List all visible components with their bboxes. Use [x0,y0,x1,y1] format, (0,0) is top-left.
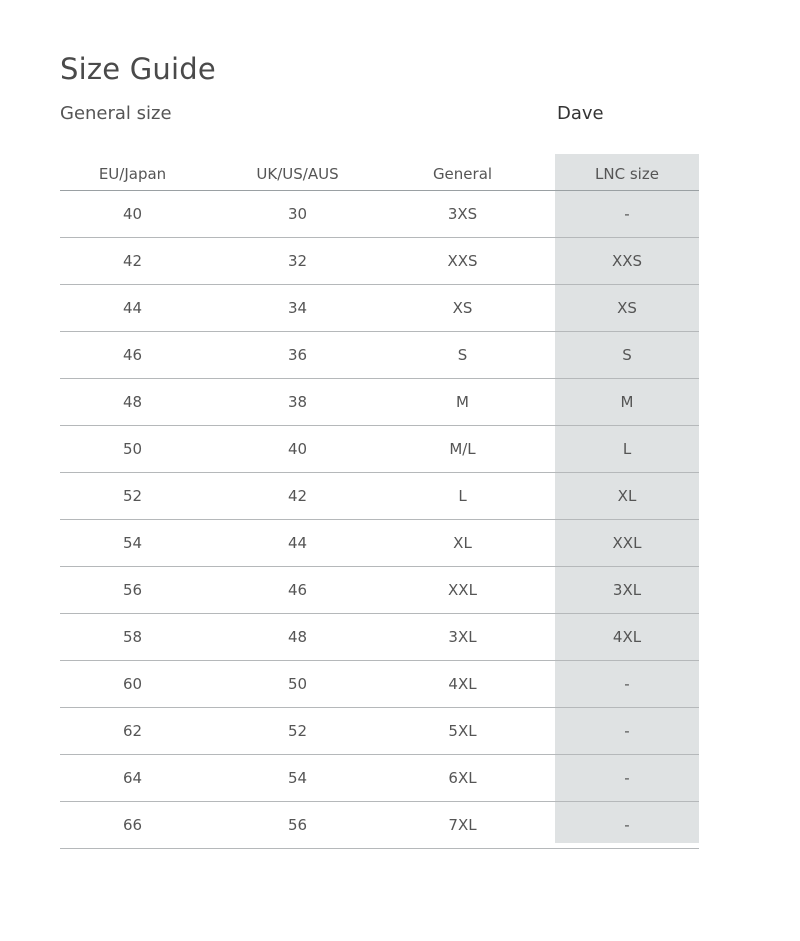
lnc-size-cell: XXL [612,534,642,552]
eu-japan-cell: 44 [122,299,143,317]
lnc-size-cell: S [622,346,632,364]
uk-us-aus-cell: 42 [287,487,308,505]
general-cell: 4XL [448,675,477,693]
eu-japan-cell: 52 [122,487,143,505]
lnc-size-cell: - [624,675,630,693]
eu-japan-cell: 54 [122,534,143,552]
table-row [60,426,699,473]
table-row [60,332,699,379]
table-row [60,285,699,332]
general-cell: XXL [448,581,477,599]
uk-us-aus-cell: 56 [287,816,308,834]
lnc-size-cell: - [624,816,630,834]
eu-japan-cell: 64 [122,769,143,787]
table-row [60,661,699,708]
general-cell: M [456,393,469,411]
table-row [60,473,699,520]
lnc-size-cell: XS [617,299,637,317]
general-cell: S [457,346,468,364]
general-cell: 5XL [448,722,477,740]
lnc-size-cell: 4XL [612,628,642,646]
lnc-size-cell: 3XL [612,581,642,599]
header-eu-japan: EU/Japan [98,165,167,183]
table-row [60,708,699,755]
general-cell: XL [453,534,472,552]
table-row [60,755,699,802]
table-body [60,191,699,849]
eu-japan-cell: 46 [122,346,143,364]
general-cell: XS [452,299,473,317]
lnc-size-cell: - [624,205,630,223]
header-general: General [432,165,493,183]
table-row [60,238,699,285]
size-table [60,154,699,849]
general-cell: 3XS [447,205,478,223]
lnc-size-cell: - [624,769,630,787]
brand-label: Dave [557,103,604,124]
uk-us-aus-cell: 34 [287,299,308,317]
general-cell: 3XL [448,628,477,646]
lnc-size-cell: M [620,393,634,411]
eu-japan-cell: 62 [122,722,143,740]
uk-us-aus-cell: 46 [287,581,308,599]
eu-japan-cell: 58 [122,628,143,646]
table-row [60,379,699,426]
lnc-size-cell: L [622,440,632,458]
eu-japan-cell: 66 [122,816,143,834]
uk-us-aus-cell: 38 [287,393,308,411]
general-cell: 6XL [448,769,477,787]
eu-japan-cell: 50 [122,440,143,458]
eu-japan-cell: 42 [122,252,143,270]
uk-us-aus-cell: 30 [287,205,308,223]
lnc-size-cell: XXS [611,252,643,270]
uk-us-aus-cell: 54 [287,769,308,787]
general-cell: 7XL [448,816,477,834]
general-cell: M/L [449,440,476,458]
uk-us-aus-cell: 44 [287,534,308,552]
table-row [60,191,699,238]
eu-japan-cell: 60 [122,675,143,693]
uk-us-aus-cell: 50 [287,675,308,693]
uk-us-aus-cell: 40 [287,440,308,458]
uk-us-aus-cell: 36 [287,346,308,364]
lnc-size-cell: - [624,722,630,740]
uk-us-aus-cell: 52 [287,722,308,740]
uk-us-aus-cell: 48 [287,628,308,646]
eu-japan-cell: 48 [122,393,143,411]
header-uk-us-aus: UK/US/AUS [256,165,339,183]
page-title: Size Guide [60,52,216,86]
uk-us-aus-cell: 32 [287,252,308,270]
section-subtitle: General size [60,103,172,124]
eu-japan-cell: 56 [122,581,143,599]
general-cell: XXS [447,252,478,270]
table-row [60,567,699,614]
table-row [60,614,699,661]
table-row [60,802,699,849]
eu-japan-cell: 40 [122,205,143,223]
lnc-size-cell: XL [617,487,637,505]
header-lnc-size: LNC size [595,165,659,183]
table-header-row [60,154,699,191]
table-row [60,520,699,567]
general-cell: L [458,487,467,505]
